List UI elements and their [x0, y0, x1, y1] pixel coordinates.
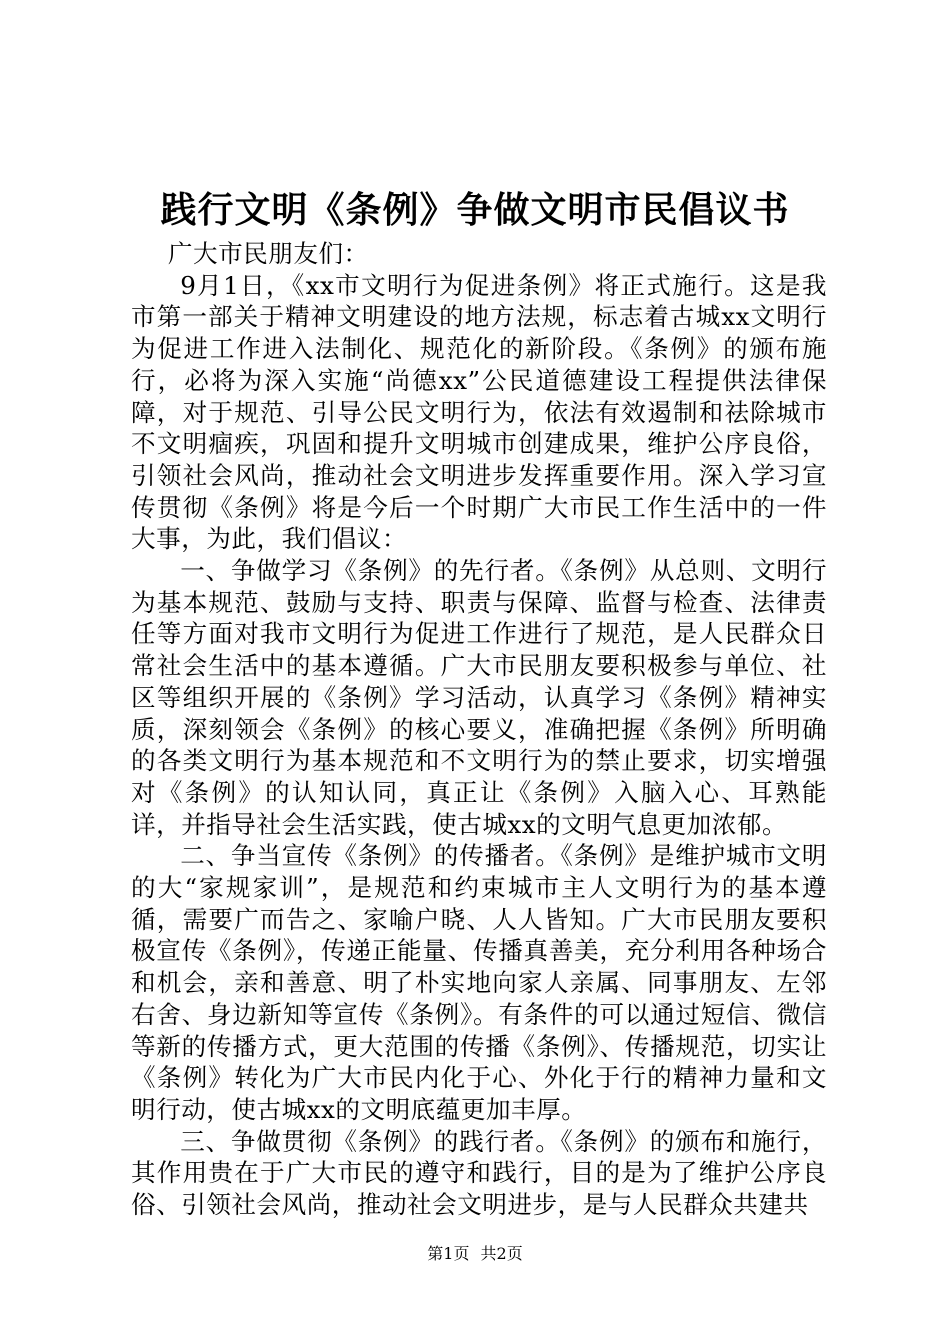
paragraph-item-2: 二、争当宣传《条例》的传播者。《条例》是维护城市文明的大“家规家训”，是规范和约束城市主人文明行为的基本遵循，需要广而告之、家喻户晓、人人皆知。广大市民朋友要积极宣传《条例》，传递正能量、传播真善美，充分利用各种场合和机会，亲和善意、明了朴实地向家人亲属、同事朋友、左邻右舍、身边新知等宣传《条例》。有条件的可以通过短信、微信等新的传播方式，更大范围的传播《条例》、传播规范，切实让《条例》转化为广大市民内化于心、外化于行的精神力量和文明行动，使古城xx的文明底蕴更加丰厚。	[131, 841, 827, 1124]
page-number-footer: 第1页 共2页	[427, 1244, 523, 1263]
paragraph-item-3: 三、争做贯彻《条例》的践行者。《条例》的颁布和施行，其作用贵在于广大市民的遵守和践行，目的是为了维护公序良俗、引领社会风尚，推动社会文明进步，是与人民群众共建共	[131, 1126, 827, 1220]
document-body	[131, 238, 827, 1221]
paragraph-item-1: 一、争做学习《条例》的先行者。《条例》从总则、文明行为基本规范、鼓励与支持、职责与保障、监督与检查、法律责任等方面对我市文明行为促进工作进行了规范，是人民群众日常社会生活中的基本遵循。广大市民朋友要积极参与单位、社区等组织开展的《条例》学习活动，认真学习《条例》精神实质，深刻领会《条例》的核心要义，准确把握《条例》所明确的各类文明行为基本规范和不文明行为的禁止要求，切实增强对《条例》的认知认同，真正让《条例》入脑入心、耳熟能详，并指导社会生活实践，使古城xx的文明气息更加浓郁。	[131, 556, 827, 839]
document-title: 践行文明《条例》争做文明市民倡议书	[160, 189, 790, 231]
salutation: 广大市民朋友们：	[167, 239, 369, 268]
paragraph-intro: 9月1日，《xx市文明行为促进条例》将正式施行。这是我市第一部关于精神文明建设的地方法规，标志着古城xx文明行为促进工作进入法制化、规范化的新阶段。《条例》的颁布施行，必将为深入实施“尚德xx”公民道德建设工程提供法律保障，对于规范、引导公民文明行为，依法有效遏制和祛除城市不文明痼疾，巩固和提升文明城市创建成果，维护公序良俗，引领社会风尚，推动社会文明进步发挥重要作用。深入学习宣传贯彻《条例》将是今后一个时期广大市民工作生活中的一件大事，为此，我们倡议：	[131, 270, 827, 554]
